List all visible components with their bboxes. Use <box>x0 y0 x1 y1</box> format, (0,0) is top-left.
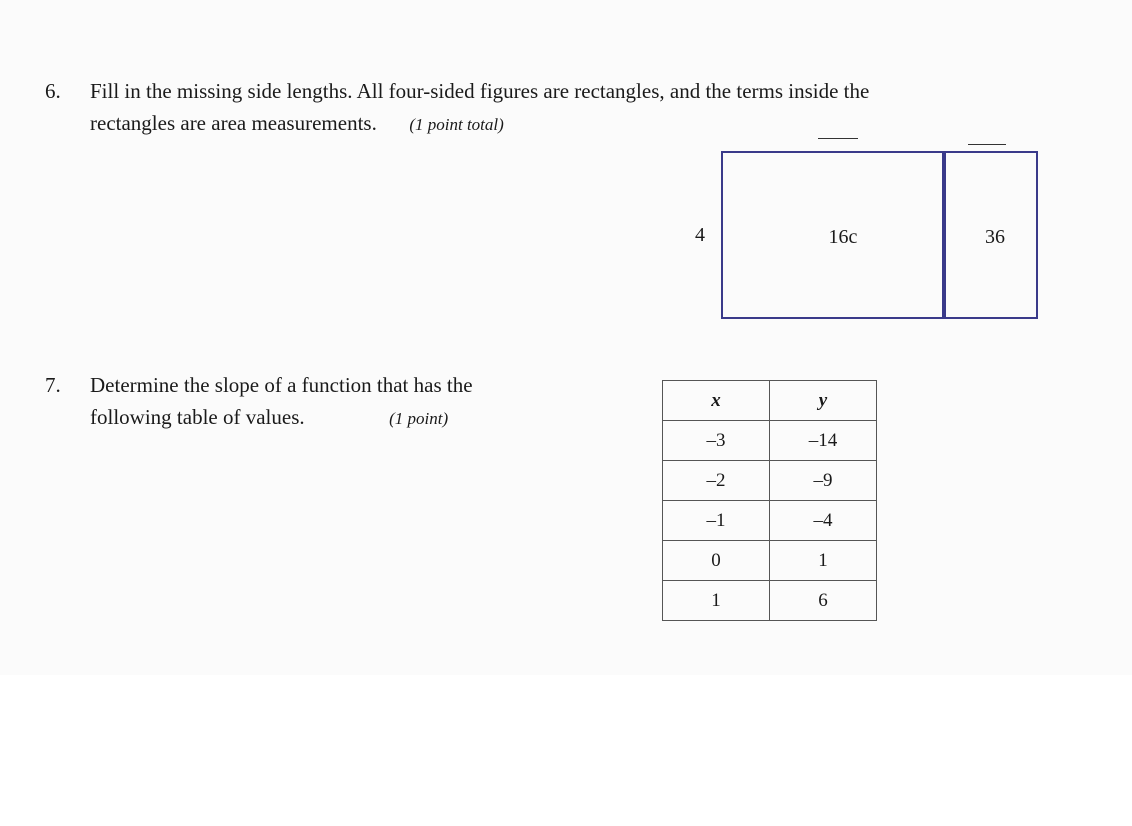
column-header-x: x <box>663 381 770 421</box>
table-row <box>663 461 877 501</box>
question-6-text <box>90 75 869 141</box>
column-header-y: y <box>770 381 877 421</box>
question-7-line-2-text: following table of values. <box>90 405 305 429</box>
area-label-1: 16c <box>828 226 858 248</box>
table-cell-y: –9 <box>770 461 877 501</box>
question-7 <box>45 369 565 439</box>
table-cell-x: –1 <box>663 501 770 541</box>
question-6 <box>45 75 1045 145</box>
table-cell-x: –3 <box>663 421 770 461</box>
table-cell-x: 1 <box>663 581 770 621</box>
table-row <box>663 501 877 541</box>
question-6-number: 6. <box>45 79 61 103</box>
table-header-row <box>663 381 877 421</box>
question-7-text <box>90 369 473 435</box>
table-row <box>663 581 877 621</box>
values-table <box>662 380 877 621</box>
table-row <box>663 421 877 461</box>
question-7-line-2 <box>90 401 473 435</box>
table-cell-y: –14 <box>770 421 877 461</box>
question-6-points: (1 point total) <box>409 115 504 134</box>
question-7-line-1: Determine the slope of a function that has the <box>90 373 473 397</box>
question-7-number: 7. <box>45 373 61 397</box>
table-cell-y: –4 <box>770 501 877 541</box>
answer-blank-width-1[interactable] <box>818 138 858 139</box>
table-cell-x: –2 <box>663 461 770 501</box>
height-label: 4 <box>695 224 705 246</box>
question-6-line-2-text: rectangles are area measurements. <box>90 111 377 135</box>
answer-blank-width-2[interactable] <box>968 144 1006 145</box>
table-row <box>663 541 877 581</box>
area-label-2: 36 <box>985 226 1005 248</box>
question-6-line-1: Fill in the missing side lengths. All four-sided figures are rectangles, and the terms inside the <box>90 79 870 103</box>
table-cell-y: 1 <box>770 541 877 581</box>
table-cell-x: 0 <box>663 541 770 581</box>
table-cell-y: 6 <box>770 581 877 621</box>
question-6-line-2 <box>90 107 869 141</box>
question-7-points: (1 point) <box>389 409 449 428</box>
